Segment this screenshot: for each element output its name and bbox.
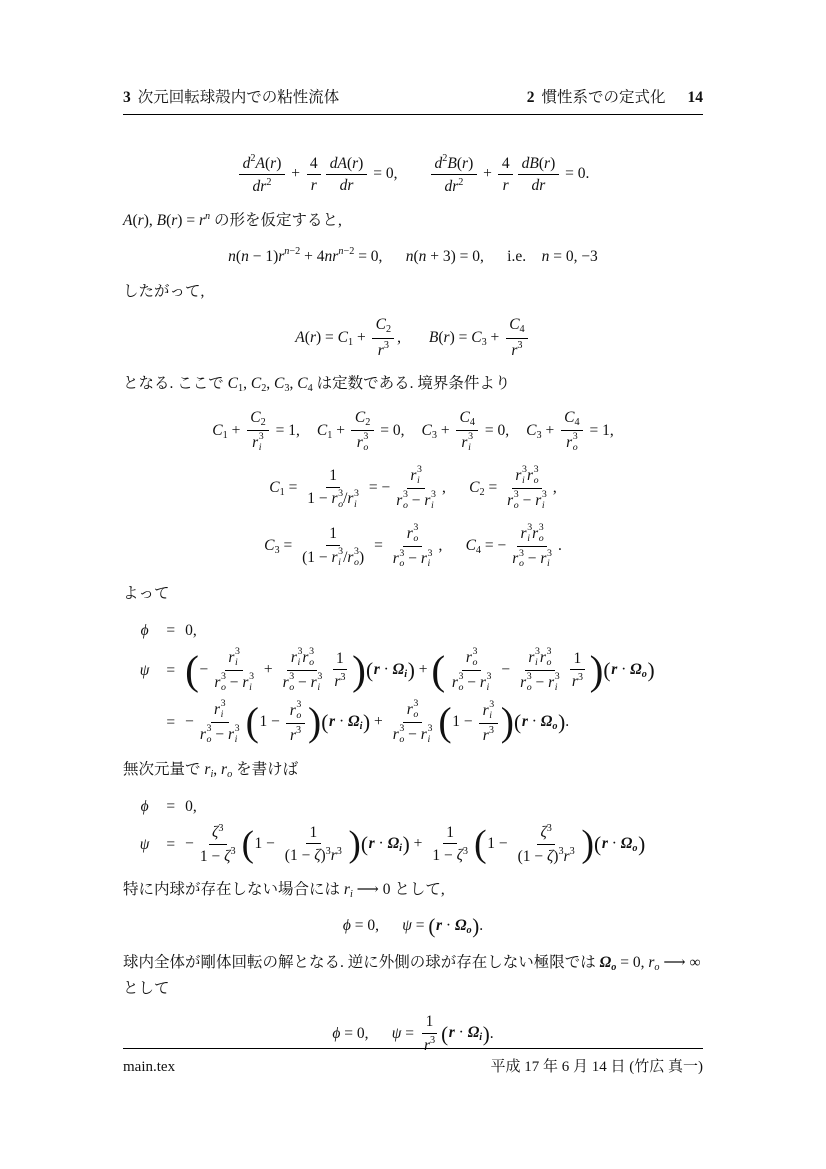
display-equation: $\frac{d2A(r)}{dr2}$ + $\frac{4}{r}$ $\frac{dA(r)}{dr}$ = 0, $\frac{d2B(r)}{dr2}$ + $\frac{4}{r}$ $\frac{dB(r)}{dr}$ = 0. <box>123 153 703 196</box>
equation-row: ϕ = 0, <box>140 621 197 639</box>
equation-array <box>133 619 703 746</box>
paragraph: 特に内球が存在しない場合には ri ⟶ 0 として, <box>123 881 445 901</box>
paragraph: よって <box>123 585 170 603</box>
equation-array <box>133 795 703 867</box>
display-equation: n(n − 1)rn−2 + 4nrn−2 = 0, n(n + 3) = 0, i.e. n = 0, −3 <box>228 246 598 265</box>
header-left <box>123 86 339 109</box>
display-equation: A(r) = C1 + $\frac{C2}{r3}$ , B(r) = C3 + $\frac{C4}{r3}$ <box>123 316 703 360</box>
display-equation: C3 = 1 (1 − r 3 i / r 3 o ) = r 3 o r 3 o − r 3 i , C4 = − r 3 i r 3 o r 3 o − r 3 i . <box>264 522 562 570</box>
header-left-section-number: 3 <box>123 89 131 106</box>
header-left-title: 次元回転球殻内での粘性流体 <box>137 89 340 106</box>
paragraph: 無次元量で ri, ro を書けば <box>123 761 299 781</box>
footer-filename: main.tex <box>123 1059 176 1075</box>
page-content <box>123 86 703 1066</box>
equation-row: ϕ = 0, <box>140 797 197 815</box>
display-equation: C1 + C2 r 3 i = 1, C1 + C2 r 3 o = 0, C3 + C4 r 3 i = 0, C3 + C4 r 3 o = 1, <box>212 408 614 454</box>
page-header <box>123 86 703 115</box>
equation-row: = − r 3 i r 3 o − r 3 i ( 1 − r 3 o r3 ) ( r · Ωi ) + r 3 o r 3 o − r 3 i ( 1 − r 3 i r3 ) ( r · Ωo ) . <box>166 698 570 746</box>
paragraph: A(r), B(r) = rn の形を仮定すると, <box>123 210 342 229</box>
paragraph: となる. ここで C1, C2, C3, C4 は定数である. 境界条件より <box>123 375 511 395</box>
page-footer <box>123 1048 703 1079</box>
equation-row: ψ = − $\frac{\zeta 3}{1 - \zeta 3}$ ( 1 − $\frac{1}{(1 - \zeta)3r3}$ ) ( r · Ωi ) + $\frac{1}{1 - \zeta 3}$ ( 1 − $\frac{\zeta 3}{(1 - \zeta)3r3}$ ) ( r · Ωo ) <box>139 822 646 866</box>
header-right-title: 慣性系での定式化 <box>541 89 666 106</box>
equation-row: ψ = ( − r 3 i r 3 o − r 3 i + r 3 i r 3 o r 3 o − r 3 i $\frac{1}{r3}$ ) ( r · Ωi ) + ( r 3 o r 3 o − r 3 i − r 3 i r 3 o r 3 o − r 3 i $\frac{1}{r3}$ ) ( r · Ωo ) <box>139 645 655 694</box>
display-equation: C1 = 1 1 − r 3 o / r 3 i = − r 3 i r 3 o − r 3 i , C2 = r 3 i r 3 o r 3 o − r 3 i , <box>269 464 557 512</box>
page-number: 14 <box>687 89 703 106</box>
footer-date-author: 平成 17 年 6 月 14 日 (竹広 真一) <box>490 1059 703 1075</box>
header-right-section-number: 2 <box>526 89 535 106</box>
paragraph: したがって, <box>123 283 205 301</box>
display-equation: ϕ = 0, ψ = $\frac{1}{r3}$ ( r · Ωi ) . <box>332 1013 494 1054</box>
document-body <box>123 153 703 1055</box>
paragraph: 球内全体が剛体回転の解となる. 逆に外側の球が存在しない極限では Ωo = 0, ro ⟶ ∞ として <box>123 953 701 997</box>
header-right <box>527 86 703 109</box>
display-equation: ϕ = 0, ψ = ( r · Ωo ) . <box>342 914 484 939</box>
